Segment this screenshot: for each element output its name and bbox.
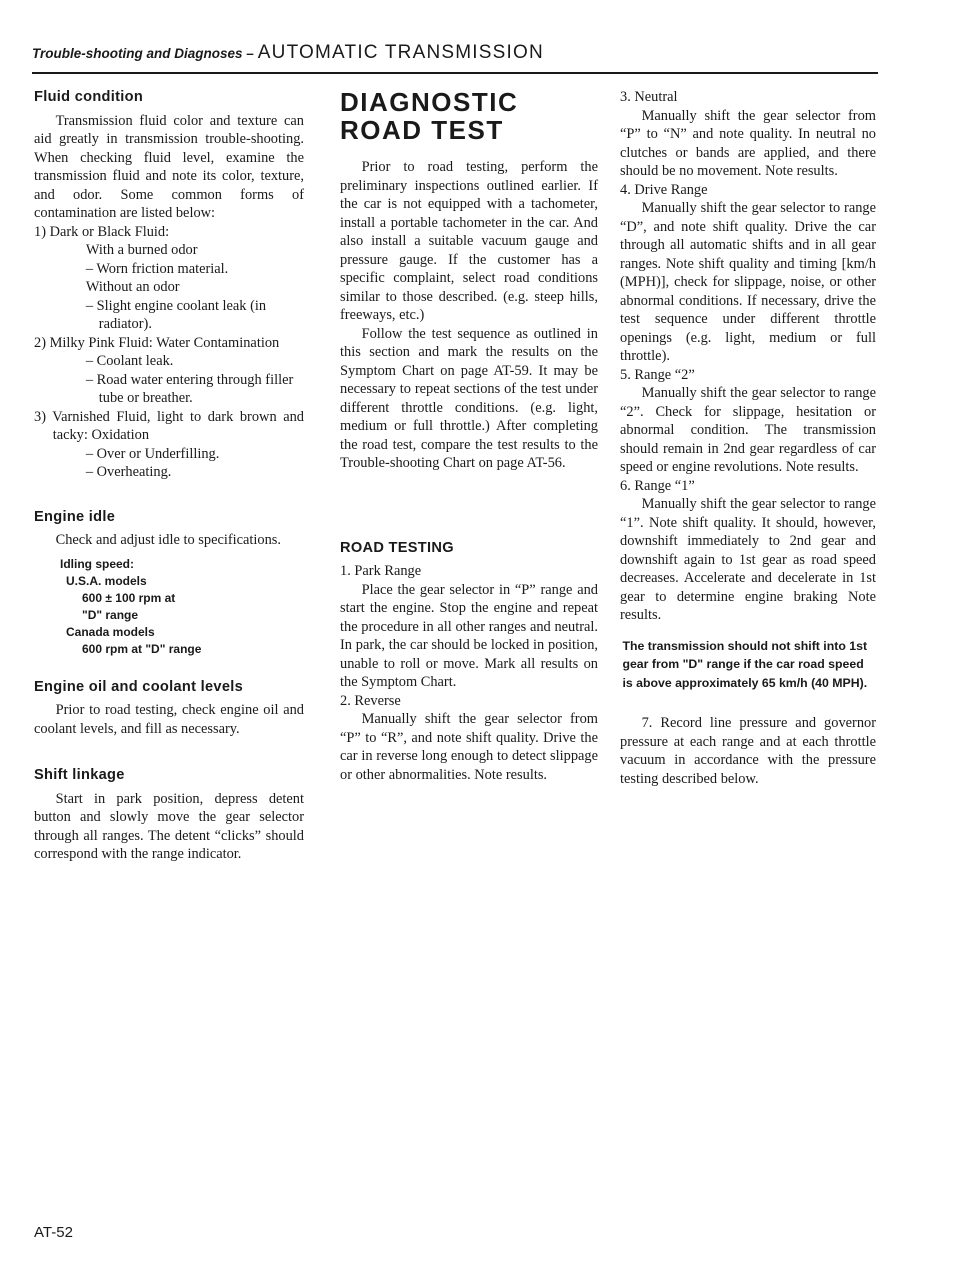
road-step-4-title: 4. Drive Range	[620, 181, 708, 198]
fluid-item-2b: – Road water entering through filler tube or breather.	[85, 371, 294, 406]
idle-spec-usa: U.S.A. models	[66, 573, 147, 588]
header-rule	[32, 72, 878, 74]
column-left	[34, 88, 304, 864]
road-step-2-title: 2. Reverse	[340, 692, 401, 709]
idle-spec-usa-value: 600 ± 100 rpm at	[82, 590, 176, 605]
fluid-item-3b: – Overheating.	[85, 464, 172, 480]
fluid-intro: Transmission fluid color and texture can aid greatly in transmission trouble-shooting. When checking fluid level, examine the transmission fluid and note its color, texture, and odor. Some common forms of contamination are listed below:	[34, 112, 304, 221]
road-step-3-title: 3. Neutral	[620, 89, 678, 105]
column-right	[620, 88, 876, 788]
idle-spec-canada: Canada models	[66, 624, 155, 639]
road-heading: ROAD TESTING	[340, 539, 454, 556]
road-step-4-text: Manually shift the gear selector to range “D”, and note shift quality. Drive the car through all automatic shifts and in all gear ranges. Note shift quality and timing [km/h (MPH)], check for slippage, noise, or other abnormal conditions. If necessary, drive the test sequence under different throttle openings (e.g. light, medium or full throttle).	[620, 200, 876, 364]
diag-heading: DIAGNOSTIC ROAD TEST	[340, 87, 519, 145]
linkage-text: Start in park position, depress detent button and slowly move the gear selector through all ranges. The detent “clicks” should correspond with the range indicator.	[34, 790, 304, 862]
fluid-heading: Fluid condition	[34, 89, 144, 105]
idle-spec-canada-value: 600 rpm at "D" range	[82, 641, 202, 656]
road-step-3-text: Manually shift the gear selector from “P” to “N” and note quality. In neutral no clutches or bands are applied, and there should be no movement. Note results.	[620, 107, 876, 179]
fluid-item-3: 3) Varnished Fluid, light to dark brown and tacky: Oxidation	[34, 408, 304, 443]
idle-spec	[34, 556, 304, 658]
oil-heading: Engine oil and coolant levels	[34, 678, 244, 695]
column-middle	[340, 88, 598, 784]
linkage-heading: Shift linkage	[34, 767, 125, 783]
fluid-item-1a: With a burned odor	[85, 242, 198, 258]
idle-spec-label: Idling speed:	[60, 556, 135, 571]
idle-text: Check and adjust idle to specifications.	[55, 532, 281, 548]
fluid-item-3a: – Over or Underfilling.	[85, 445, 220, 462]
road-step-6-title: 6. Range “1”	[620, 477, 695, 494]
idle-heading: Engine idle	[34, 508, 116, 525]
road-step-1-title: 1. Park Range	[340, 563, 422, 579]
road-step-7: 7. Record line pressure and governor pressure at each range and at each throttle vacuum in accordance with the pressure testing described below.	[620, 715, 876, 787]
diag-paragraph-2: Follow the test sequence as outlined in this section and mark the results on the Symptom Chart on page AT-59. It may be necessary to repeat sections of the test under different throttle conditions. (e.g. light, medium or full throttle.) After completing the road test, compare the test results to the Trouble-shooting Chart on page AT-56.	[340, 325, 598, 471]
header-section: Trouble-shooting and Diagnoses –	[32, 46, 254, 61]
road-step-5-text: Manually shift the gear selector to range “2”. Check for slippage, hesitation or abnormal condition. The transmission should remain in 2nd gear regardless of car speed or engine revolutions. Note results.	[620, 385, 876, 475]
road-note: The transmission should not shift into 1st gear from "D" range if the car road speed is above approximately 65 km/h (40 MPH).	[622, 638, 868, 690]
road-step-2-text: Manually shift the gear selector from “P” to “R”, and note shift quality. Drive the car in reverse long enough to detect slippage or other abnormalities. Note results.	[340, 711, 598, 783]
page-header	[32, 42, 878, 76]
road-step-1-text: Place the gear selector in “P” range and start the engine. Stop the engine and repeat the procedure in all other ranges and neutral. In park, the car should be locked in position, unable to roll or move. Mark all results on the Symptom Chart.	[340, 581, 598, 690]
fluid-item-1: 1) Dark or Black Fluid:	[34, 223, 170, 240]
fluid-item-2: 2) Milky Pink Fluid: Water Contamination	[34, 334, 280, 351]
fluid-item-1b1: – Slight engine coolant leak (in radiator).	[85, 297, 267, 332]
fluid-item-2a: – Coolant leak.	[85, 353, 174, 369]
idle-spec-usa-range: "D" range	[82, 607, 139, 622]
fluid-item-1a1: – Worn friction material.	[85, 260, 229, 277]
page-number: AT-52	[34, 1224, 73, 1241]
oil-text: Prior to road testing, check engine oil and coolant levels, and fill as necessary.	[34, 702, 304, 737]
fluid-item-1b: Without an odor	[85, 279, 180, 295]
road-step-6-text: Manually shift the gear selector to range “1”. Note shift quality. It should, however, downshift immediately to 2nd gear and downshift again to 1st gear as road speed decreases. Accelerate and decelerate in 1st gear to determine engine braking Note results.	[620, 496, 876, 623]
diag-paragraph-1: Prior to road testing, perform the preliminary inspections outlined earlier. If the car is not equipped with a tachometer, install a portable tachometer in the car. And also install a suitable vacuum gauge and pressure gauge. If the customer has a specific complaint, select road conditions similar to those described. (e.g. steep hills, freeways, etc.)	[340, 159, 598, 323]
header-title: AUTOMATIC TRANSMISSION	[257, 42, 544, 63]
road-step-5-title: 5. Range “2”	[620, 366, 695, 383]
